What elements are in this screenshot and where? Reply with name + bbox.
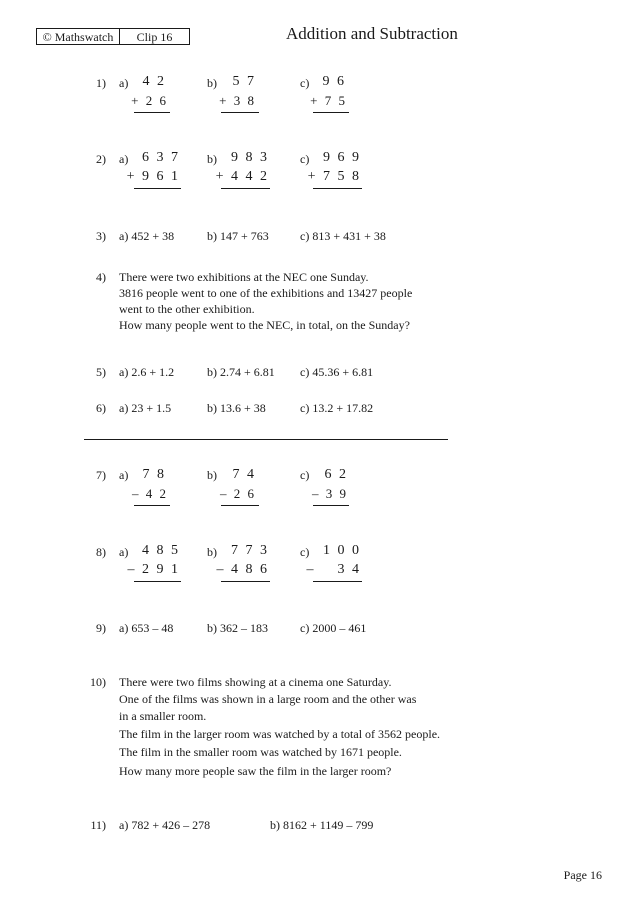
- q5c: c) 45.36 + 6.81: [300, 365, 374, 379]
- q7c-top: 6 2: [324, 467, 348, 482]
- q3a: a) 452 + 38: [119, 229, 175, 243]
- q7c-bottom: – 3 9: [312, 486, 348, 501]
- q2c-label: c): [300, 152, 310, 166]
- q7a-top: 7 8: [142, 467, 166, 482]
- q10-line: The film in the smaller room was watched by 1671 people.: [119, 745, 402, 759]
- q9-number: 9): [96, 621, 106, 635]
- q2c-top: 9 6 9: [323, 150, 361, 165]
- q1b-top: 5 7: [232, 74, 256, 89]
- q1c-top: 9 6: [322, 74, 346, 89]
- q4-line: 3816 people went to one of the exhibitions and 13427 people: [119, 286, 413, 300]
- q1c-underline: [313, 112, 349, 113]
- q10-line: There were two films showing at a cinema one Saturday.: [119, 675, 392, 689]
- q7a-underline: [134, 505, 170, 506]
- q10-line: How many more people saw the film in the larger room?: [119, 764, 392, 778]
- q10-line: The film in the larger room was watched by a total of 3562 people.: [119, 727, 441, 741]
- q4-line: How many people went to the NEC, in total, on the Sunday?: [119, 318, 410, 332]
- q3b: b) 147 + 763: [207, 229, 269, 243]
- q9b: b) 362 – 183: [207, 621, 268, 635]
- q7b-bottom: – 2 6: [220, 486, 256, 501]
- q7b-underline: [221, 505, 259, 506]
- q1a-bottom: + 2 6: [131, 93, 168, 108]
- q8a-label: a): [119, 545, 129, 559]
- q7b-top: 7 4: [232, 467, 256, 482]
- q8a-underline: [134, 581, 181, 582]
- q8b-underline: [221, 581, 270, 582]
- q11b: b) 8162 + 1149 – 799: [270, 818, 374, 832]
- q1a-label: a): [119, 76, 129, 90]
- q4-number: 4): [96, 270, 106, 284]
- q2a-underline: [134, 188, 181, 189]
- q7c-label: c): [300, 468, 310, 482]
- q6b: b) 13.6 + 38: [207, 401, 266, 415]
- q4-line: There were two exhibitions at the NEC one Sunday.: [119, 270, 369, 284]
- q7b-label: b): [207, 468, 217, 482]
- q5b: b) 2.74 + 6.81: [207, 365, 275, 379]
- q4-line: went to the other exhibition.: [119, 302, 255, 316]
- q2b-bottom: + 4 4 2: [215, 169, 269, 184]
- q2b-label: b): [207, 152, 217, 166]
- page-number: Page 16: [563, 868, 602, 882]
- q3-number: 3): [96, 229, 106, 243]
- q1a-underline: [134, 112, 170, 113]
- q7a-bottom: – 4 2: [132, 486, 168, 501]
- q2c-bottom: + 7 5 8: [307, 169, 361, 184]
- q3c: c) 813 + 431 + 38: [300, 229, 386, 243]
- q2b-top: 9 8 3: [231, 150, 269, 165]
- q6-number: 6): [96, 401, 106, 415]
- q5-number: 5): [96, 365, 106, 379]
- q1-number: 1): [96, 76, 106, 90]
- q8c-top: 1 0 0: [323, 543, 361, 558]
- q8b-label: b): [207, 545, 217, 559]
- q1a-top: 4 2: [142, 74, 166, 89]
- q9c: c) 2000 – 461: [300, 621, 367, 635]
- q6a: a) 23 + 1.5: [119, 401, 172, 415]
- q2a-label: a): [119, 152, 129, 166]
- q8a-top: 4 8 5: [142, 543, 180, 558]
- q10-line: in a smaller room.: [119, 709, 207, 723]
- q7-number: 7): [96, 468, 106, 482]
- q2c-underline: [313, 188, 362, 189]
- q1b-bottom: + 3 8: [219, 93, 256, 108]
- q8c-bottom: – 3 4: [306, 562, 361, 577]
- brand-box: © Mathswatch: [36, 28, 120, 45]
- q10-number: 10): [90, 675, 106, 689]
- q1b-label: b): [207, 76, 217, 90]
- q2b-underline: [221, 188, 270, 189]
- q6c: c) 13.2 + 17.82: [300, 401, 374, 415]
- q7c-underline: [313, 505, 349, 506]
- q8c-label: c): [300, 545, 310, 559]
- q5a: a) 2.6 + 1.2: [119, 365, 175, 379]
- q8c-underline: [313, 581, 362, 582]
- q1b-underline: [221, 112, 259, 113]
- q8b-bottom: – 4 8 6: [216, 562, 269, 577]
- q11-number: 11): [90, 818, 106, 832]
- q8b-top: 7 7 3: [231, 543, 269, 558]
- q1c-bottom: + 7 5: [310, 93, 347, 108]
- section-divider: [84, 439, 448, 440]
- q2a-top: 6 3 7: [142, 150, 180, 165]
- q7a-label: a): [119, 468, 129, 482]
- page-title: Addition and Subtraction: [286, 24, 458, 43]
- q1c-label: c): [300, 76, 310, 90]
- q2-number: 2): [96, 152, 106, 166]
- q11a: a) 782 + 426 – 278: [119, 818, 211, 832]
- clip-box: Clip 16: [119, 28, 190, 45]
- q8-number: 8): [96, 545, 106, 559]
- q8a-bottom: – 2 9 1: [127, 562, 180, 577]
- q2a-bottom: + 9 6 1: [126, 169, 180, 184]
- q9a: a) 653 – 48: [119, 621, 174, 635]
- q10-line: One of the films was shown in a large room and the other was: [119, 692, 417, 706]
